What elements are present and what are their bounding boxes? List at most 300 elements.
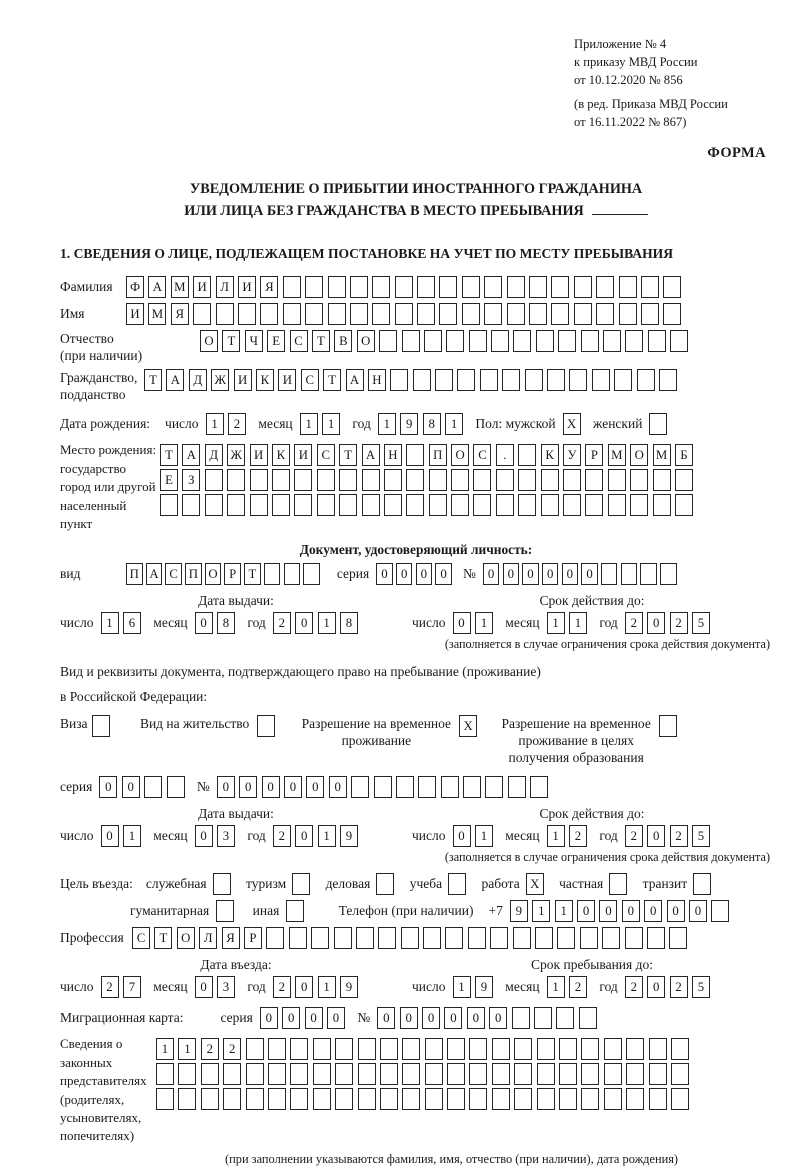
name-char-box[interactable] (462, 303, 480, 325)
temp-residence-checkbox[interactable]: X (459, 715, 477, 737)
resident-series-box[interactable]: 0 (99, 776, 117, 798)
patronymic-char-box[interactable]: Т (312, 330, 330, 352)
birth-place-char-box[interactable] (518, 494, 536, 516)
surname-char-box[interactable] (305, 276, 323, 298)
legal-reps-char-box[interactable] (380, 1063, 398, 1085)
purpose-study-checkbox[interactable] (448, 873, 466, 895)
date-box[interactable]: 0 (195, 612, 213, 634)
surname-char-box[interactable] (574, 276, 592, 298)
birth-place-char-box[interactable] (362, 494, 380, 516)
birth-place-char-box[interactable] (406, 444, 424, 466)
migration-number-box[interactable]: 0 (422, 1007, 440, 1029)
citizenship-char-box[interactable] (480, 369, 498, 391)
birth-place-char-box[interactable] (473, 494, 491, 516)
migration-series-box[interactable]: 0 (282, 1007, 300, 1029)
profession-char-box[interactable] (513, 927, 531, 949)
profession-char-box[interactable] (557, 927, 575, 949)
name-char-box[interactable] (619, 303, 637, 325)
legal-reps-char-box[interactable] (447, 1038, 465, 1060)
date-box[interactable]: 2 (670, 976, 688, 998)
date-box[interactable]: 1 (547, 976, 565, 998)
migration-series-box[interactable]: 0 (305, 1007, 323, 1029)
resident-number-box[interactable] (508, 776, 526, 798)
legal-reps-char-box[interactable] (581, 1063, 599, 1085)
birth-place-char-box[interactable] (339, 469, 357, 491)
doc-number-box[interactable] (660, 563, 677, 585)
date-box[interactable]: 2 (273, 976, 291, 998)
date-box[interactable]: 1 (475, 612, 493, 634)
birth-place-char-box[interactable] (339, 494, 357, 516)
name-char-box[interactable] (260, 303, 278, 325)
name-char-box[interactable] (328, 303, 346, 325)
doc-number-box[interactable] (640, 563, 657, 585)
legal-reps-char-box[interactable] (514, 1038, 532, 1060)
birth-month-box[interactable]: 1 (322, 413, 340, 435)
migration-number-box[interactable] (512, 1007, 530, 1029)
legal-reps-char-box[interactable] (201, 1063, 219, 1085)
birth-day-box[interactable]: 1 (206, 413, 224, 435)
patronymic-char-box[interactable]: Т (222, 330, 240, 352)
phone-digit-box[interactable]: 0 (622, 900, 640, 922)
birth-place-char-box[interactable] (406, 494, 424, 516)
legal-reps-char-box[interactable] (447, 1063, 465, 1085)
legal-reps-char-box[interactable] (559, 1038, 577, 1060)
birth-place-char-box[interactable] (182, 494, 200, 516)
doc-number-box[interactable]: 0 (562, 563, 579, 585)
citizenship-char-box[interactable] (659, 369, 677, 391)
legal-reps-char-box[interactable] (246, 1088, 264, 1110)
legal-reps-char-box[interactable] (178, 1063, 196, 1085)
migration-number-box[interactable]: 0 (377, 1007, 395, 1029)
date-box[interactable]: 0 (647, 825, 665, 847)
profession-char-box[interactable] (401, 927, 419, 949)
date-box[interactable]: 2 (625, 825, 643, 847)
birth-place-char-box[interactable] (585, 494, 603, 516)
birth-place-char-box[interactable] (294, 469, 312, 491)
legal-reps-char-box[interactable] (469, 1063, 487, 1085)
date-box[interactable]: 0 (195, 825, 213, 847)
citizenship-char-box[interactable] (502, 369, 520, 391)
profession-char-box[interactable] (647, 927, 665, 949)
birth-place-char-box[interactable] (227, 494, 245, 516)
doc-series-box[interactable]: 0 (396, 563, 413, 585)
birth-place-char-box[interactable] (496, 469, 514, 491)
legal-reps-char-box[interactable] (559, 1063, 577, 1085)
citizenship-char-box[interactable]: И (278, 369, 296, 391)
phone-digit-box[interactable]: 0 (667, 900, 685, 922)
profession-char-box[interactable] (289, 927, 307, 949)
birth-place-char-box[interactable] (675, 494, 693, 516)
profession-char-box[interactable]: Л (199, 927, 217, 949)
legal-reps-char-box[interactable] (290, 1088, 308, 1110)
legal-reps-char-box[interactable]: 2 (201, 1038, 219, 1060)
resident-number-box[interactable] (530, 776, 548, 798)
purpose-private-checkbox[interactable] (609, 873, 627, 895)
legal-reps-char-box[interactable] (156, 1063, 174, 1085)
phone-digit-box[interactable] (711, 900, 729, 922)
resident-number-box[interactable] (396, 776, 414, 798)
date-box[interactable]: 1 (318, 612, 336, 634)
date-box[interactable]: 9 (475, 976, 493, 998)
phone-digit-box[interactable]: 0 (577, 900, 595, 922)
patronymic-char-box[interactable] (603, 330, 621, 352)
name-char-box[interactable] (395, 303, 413, 325)
profession-char-box[interactable]: С (132, 927, 150, 949)
profession-char-box[interactable]: Т (154, 927, 172, 949)
doc-type-char-box[interactable] (264, 563, 281, 585)
date-box[interactable]: 1 (123, 825, 141, 847)
citizenship-char-box[interactable]: А (346, 369, 364, 391)
doc-type-char-box[interactable]: О (205, 563, 222, 585)
surname-char-box[interactable] (439, 276, 457, 298)
citizenship-char-box[interactable]: Н (368, 369, 386, 391)
profession-char-box[interactable] (378, 927, 396, 949)
migration-number-box[interactable]: 0 (400, 1007, 418, 1029)
birth-place-char-box[interactable]: О (451, 444, 469, 466)
birth-month-box[interactable]: 1 (300, 413, 318, 435)
name-char-box[interactable] (529, 303, 547, 325)
birth-place-char-box[interactable] (250, 494, 268, 516)
citizenship-char-box[interactable]: Д (189, 369, 207, 391)
citizenship-char-box[interactable]: К (256, 369, 274, 391)
birth-place-char-box[interactable] (429, 494, 447, 516)
doc-number-box[interactable]: 0 (522, 563, 539, 585)
name-char-box[interactable]: Я (171, 303, 189, 325)
doc-series-box[interactable]: 0 (416, 563, 433, 585)
profession-char-box[interactable] (490, 927, 508, 949)
profession-char-box[interactable] (445, 927, 463, 949)
date-box[interactable]: 5 (692, 976, 710, 998)
sex-male-checkbox[interactable]: X (563, 413, 581, 435)
migration-number-box[interactable]: 0 (444, 1007, 462, 1029)
patronymic-char-box[interactable]: Е (267, 330, 285, 352)
birth-place-char-box[interactable] (362, 469, 380, 491)
birth-place-char-box[interactable] (518, 469, 536, 491)
date-box[interactable]: 1 (475, 825, 493, 847)
date-box[interactable]: 2 (273, 612, 291, 634)
date-box[interactable]: 0 (453, 612, 471, 634)
migration-series-box[interactable]: 0 (260, 1007, 278, 1029)
citizenship-char-box[interactable] (547, 369, 565, 391)
date-box[interactable]: 2 (670, 612, 688, 634)
phone-digit-box[interactable]: 9 (510, 900, 528, 922)
legal-reps-char-box[interactable]: 1 (178, 1038, 196, 1060)
doc-number-box[interactable]: 0 (542, 563, 559, 585)
purpose-business-checkbox[interactable] (376, 873, 394, 895)
legal-reps-char-box[interactable] (223, 1063, 241, 1085)
migration-number-box[interactable] (579, 1007, 597, 1029)
legal-reps-char-box[interactable] (402, 1038, 420, 1060)
doc-number-box[interactable]: 0 (483, 563, 500, 585)
birth-place-char-box[interactable] (451, 494, 469, 516)
legal-reps-char-box[interactable] (671, 1038, 689, 1060)
birth-place-char-box[interactable] (384, 469, 402, 491)
profession-char-box[interactable] (423, 927, 441, 949)
sex-female-checkbox[interactable] (649, 413, 667, 435)
birth-place-char-box[interactable] (205, 494, 223, 516)
residence-permit-checkbox[interactable] (257, 715, 275, 737)
legal-reps-char-box[interactable] (649, 1088, 667, 1110)
citizenship-char-box[interactable]: А (166, 369, 184, 391)
birth-place-char-box[interactable]: К (272, 444, 290, 466)
legal-reps-char-box[interactable] (268, 1063, 286, 1085)
legal-reps-char-box[interactable] (156, 1088, 174, 1110)
surname-char-box[interactable]: Л (216, 276, 234, 298)
legal-reps-char-box[interactable] (425, 1088, 443, 1110)
profession-char-box[interactable]: Р (244, 927, 262, 949)
birth-place-char-box[interactable]: И (294, 444, 312, 466)
profession-char-box[interactable] (266, 927, 284, 949)
doc-type-char-box[interactable]: Р (224, 563, 241, 585)
surname-char-box[interactable] (663, 276, 681, 298)
date-box[interactable]: 1 (101, 612, 119, 634)
resident-number-box[interactable]: 0 (239, 776, 257, 798)
birth-year-box[interactable]: 1 (445, 413, 463, 435)
citizenship-char-box[interactable] (614, 369, 632, 391)
legal-reps-char-box[interactable] (313, 1088, 331, 1110)
patronymic-char-box[interactable] (536, 330, 554, 352)
birth-place-char-box[interactable] (585, 469, 603, 491)
date-box[interactable]: 2 (101, 976, 119, 998)
legal-reps-char-box[interactable] (447, 1088, 465, 1110)
resident-number-box[interactable] (351, 776, 369, 798)
birth-year-box[interactable]: 1 (378, 413, 396, 435)
legal-reps-char-box[interactable] (425, 1063, 443, 1085)
legal-reps-char-box[interactable] (402, 1063, 420, 1085)
name-char-box[interactable] (663, 303, 681, 325)
patronymic-char-box[interactable] (581, 330, 599, 352)
legal-reps-char-box[interactable] (402, 1088, 420, 1110)
legal-reps-char-box[interactable] (469, 1088, 487, 1110)
resident-series-box[interactable] (144, 776, 162, 798)
legal-reps-char-box[interactable] (626, 1063, 644, 1085)
legal-reps-char-box[interactable] (178, 1088, 196, 1110)
surname-char-box[interactable] (484, 276, 502, 298)
doc-series-box[interactable]: 0 (435, 563, 452, 585)
purpose-transit-checkbox[interactable] (693, 873, 711, 895)
resident-number-box[interactable] (441, 776, 459, 798)
citizenship-char-box[interactable] (525, 369, 543, 391)
patronymic-char-box[interactable] (402, 330, 420, 352)
birth-place-char-box[interactable] (608, 469, 626, 491)
name-char-box[interactable] (417, 303, 435, 325)
doc-type-char-box[interactable]: С (165, 563, 182, 585)
profession-char-box[interactable] (311, 927, 329, 949)
name-char-box[interactable] (439, 303, 457, 325)
date-box[interactable]: 2 (273, 825, 291, 847)
profession-char-box[interactable] (669, 927, 687, 949)
doc-number-box[interactable] (621, 563, 638, 585)
resident-number-box[interactable]: 0 (262, 776, 280, 798)
birth-place-char-box[interactable]: Т (160, 444, 178, 466)
phone-digit-box[interactable]: 0 (599, 900, 617, 922)
surname-char-box[interactable]: Ф (126, 276, 144, 298)
citizenship-char-box[interactable] (569, 369, 587, 391)
birth-place-char-box[interactable]: С (473, 444, 491, 466)
birth-place-char-box[interactable] (429, 469, 447, 491)
date-box[interactable]: 1 (318, 976, 336, 998)
legal-reps-char-box[interactable] (492, 1038, 510, 1060)
birth-place-char-box[interactable]: П (429, 444, 447, 466)
date-box[interactable]: 0 (647, 612, 665, 634)
purpose-work-checkbox[interactable]: X (526, 873, 544, 895)
name-char-box[interactable] (551, 303, 569, 325)
name-char-box[interactable] (484, 303, 502, 325)
phone-digit-box[interactable]: 0 (689, 900, 707, 922)
doc-type-char-box[interactable] (303, 563, 320, 585)
legal-reps-char-box[interactable]: 2 (223, 1038, 241, 1060)
surname-char-box[interactable] (372, 276, 390, 298)
name-char-box[interactable] (216, 303, 234, 325)
date-box[interactable]: 0 (101, 825, 119, 847)
birth-place-char-box[interactable]: Р (585, 444, 603, 466)
resident-number-box[interactable] (463, 776, 481, 798)
profession-char-box[interactable] (334, 927, 352, 949)
patronymic-char-box[interactable] (469, 330, 487, 352)
citizenship-char-box[interactable] (435, 369, 453, 391)
name-char-box[interactable] (350, 303, 368, 325)
resident-number-box[interactable]: 0 (306, 776, 324, 798)
legal-reps-char-box[interactable] (649, 1063, 667, 1085)
birth-place-char-box[interactable] (250, 469, 268, 491)
birth-place-char-box[interactable] (675, 469, 693, 491)
date-box[interactable]: 1 (318, 825, 336, 847)
citizenship-char-box[interactable]: Т (323, 369, 341, 391)
name-char-box[interactable] (596, 303, 614, 325)
date-box[interactable]: 5 (692, 825, 710, 847)
phone-digit-box[interactable]: 1 (555, 900, 573, 922)
legal-reps-char-box[interactable] (514, 1063, 532, 1085)
doc-number-box[interactable]: 0 (503, 563, 520, 585)
profession-char-box[interactable] (535, 927, 553, 949)
patronymic-char-box[interactable] (424, 330, 442, 352)
patronymic-char-box[interactable] (670, 330, 688, 352)
doc-number-box[interactable]: 0 (581, 563, 598, 585)
birth-year-box[interactable]: 8 (423, 413, 441, 435)
doc-series-box[interactable]: 0 (376, 563, 393, 585)
citizenship-char-box[interactable]: И (234, 369, 252, 391)
date-box[interactable]: 0 (295, 612, 313, 634)
patronymic-char-box[interactable] (513, 330, 531, 352)
date-box[interactable]: 7 (123, 976, 141, 998)
birth-place-char-box[interactable]: Ж (227, 444, 245, 466)
purpose-other-checkbox[interactable] (286, 900, 304, 922)
birth-place-char-box[interactable]: С (317, 444, 335, 466)
date-box[interactable]: 5 (692, 612, 710, 634)
surname-char-box[interactable]: А (148, 276, 166, 298)
date-box[interactable]: 9 (340, 976, 358, 998)
date-box[interactable]: 0 (295, 976, 313, 998)
patronymic-char-box[interactable] (379, 330, 397, 352)
birth-place-char-box[interactable] (563, 494, 581, 516)
legal-reps-char-box[interactable] (268, 1038, 286, 1060)
patronymic-char-box[interactable]: О (357, 330, 375, 352)
birth-place-char-box[interactable]: М (608, 444, 626, 466)
doc-type-char-box[interactable] (284, 563, 301, 585)
birth-place-char-box[interactable] (630, 494, 648, 516)
legal-reps-char-box[interactable] (604, 1088, 622, 1110)
birth-place-char-box[interactable] (160, 494, 178, 516)
migration-number-box[interactable] (556, 1007, 574, 1029)
patronymic-char-box[interactable]: В (334, 330, 352, 352)
citizenship-char-box[interactable]: Ж (211, 369, 229, 391)
birth-place-char-box[interactable]: Д (205, 444, 223, 466)
birth-place-char-box[interactable] (205, 469, 223, 491)
migration-number-box[interactable]: 0 (467, 1007, 485, 1029)
birth-place-char-box[interactable] (653, 494, 671, 516)
legal-reps-char-box[interactable] (335, 1063, 353, 1085)
birth-place-char-box[interactable]: Н (384, 444, 402, 466)
legal-reps-char-box[interactable] (626, 1088, 644, 1110)
surname-char-box[interactable] (462, 276, 480, 298)
birth-place-char-box[interactable]: И (250, 444, 268, 466)
name-char-box[interactable]: И (126, 303, 144, 325)
legal-reps-char-box[interactable] (537, 1038, 555, 1060)
surname-char-box[interactable] (529, 276, 547, 298)
surname-char-box[interactable] (596, 276, 614, 298)
doc-number-box[interactable] (601, 563, 618, 585)
profession-char-box[interactable] (468, 927, 486, 949)
date-box[interactable]: 3 (217, 976, 235, 998)
birth-place-char-box[interactable] (653, 469, 671, 491)
surname-char-box[interactable] (283, 276, 301, 298)
patronymic-char-box[interactable]: Ч (245, 330, 263, 352)
birth-place-char-box[interactable] (496, 494, 514, 516)
patronymic-char-box[interactable]: О (200, 330, 218, 352)
date-box[interactable]: 9 (340, 825, 358, 847)
patronymic-char-box[interactable] (558, 330, 576, 352)
purpose-humanitarian-checkbox[interactable] (216, 900, 234, 922)
phone-digit-box[interactable]: 0 (644, 900, 662, 922)
birth-place-char-box[interactable] (563, 469, 581, 491)
legal-reps-char-box[interactable] (581, 1038, 599, 1060)
birth-place-char-box[interactable] (317, 494, 335, 516)
name-char-box[interactable] (641, 303, 659, 325)
surname-char-box[interactable] (395, 276, 413, 298)
name-char-box[interactable] (372, 303, 390, 325)
purpose-tourism-checkbox[interactable] (292, 873, 310, 895)
legal-reps-char-box[interactable]: 1 (156, 1038, 174, 1060)
name-char-box[interactable] (507, 303, 525, 325)
birth-day-box[interactable]: 2 (228, 413, 246, 435)
legal-reps-char-box[interactable] (492, 1088, 510, 1110)
surname-char-box[interactable] (507, 276, 525, 298)
date-box[interactable]: 8 (340, 612, 358, 634)
citizenship-char-box[interactable]: С (301, 369, 319, 391)
surname-char-box[interactable]: И (193, 276, 211, 298)
citizenship-char-box[interactable] (413, 369, 431, 391)
birth-year-box[interactable]: 9 (400, 413, 418, 435)
birth-place-char-box[interactable] (541, 494, 559, 516)
date-box[interactable]: 0 (195, 976, 213, 998)
birth-place-char-box[interactable] (384, 494, 402, 516)
birth-place-char-box[interactable]: Т (339, 444, 357, 466)
legal-reps-char-box[interactable] (626, 1038, 644, 1060)
birth-place-char-box[interactable] (272, 494, 290, 516)
legal-reps-char-box[interactable] (671, 1063, 689, 1085)
birth-place-char-box[interactable] (294, 494, 312, 516)
citizenship-char-box[interactable] (457, 369, 475, 391)
date-box[interactable]: 6 (123, 612, 141, 634)
patronymic-char-box[interactable] (491, 330, 509, 352)
birth-place-char-box[interactable]: А (362, 444, 380, 466)
date-box[interactable]: 2 (670, 825, 688, 847)
birth-place-char-box[interactable] (227, 469, 245, 491)
birth-place-char-box[interactable]: Е (160, 469, 178, 491)
legal-reps-char-box[interactable] (581, 1088, 599, 1110)
birth-place-char-box[interactable] (473, 469, 491, 491)
legal-reps-char-box[interactable] (335, 1088, 353, 1110)
